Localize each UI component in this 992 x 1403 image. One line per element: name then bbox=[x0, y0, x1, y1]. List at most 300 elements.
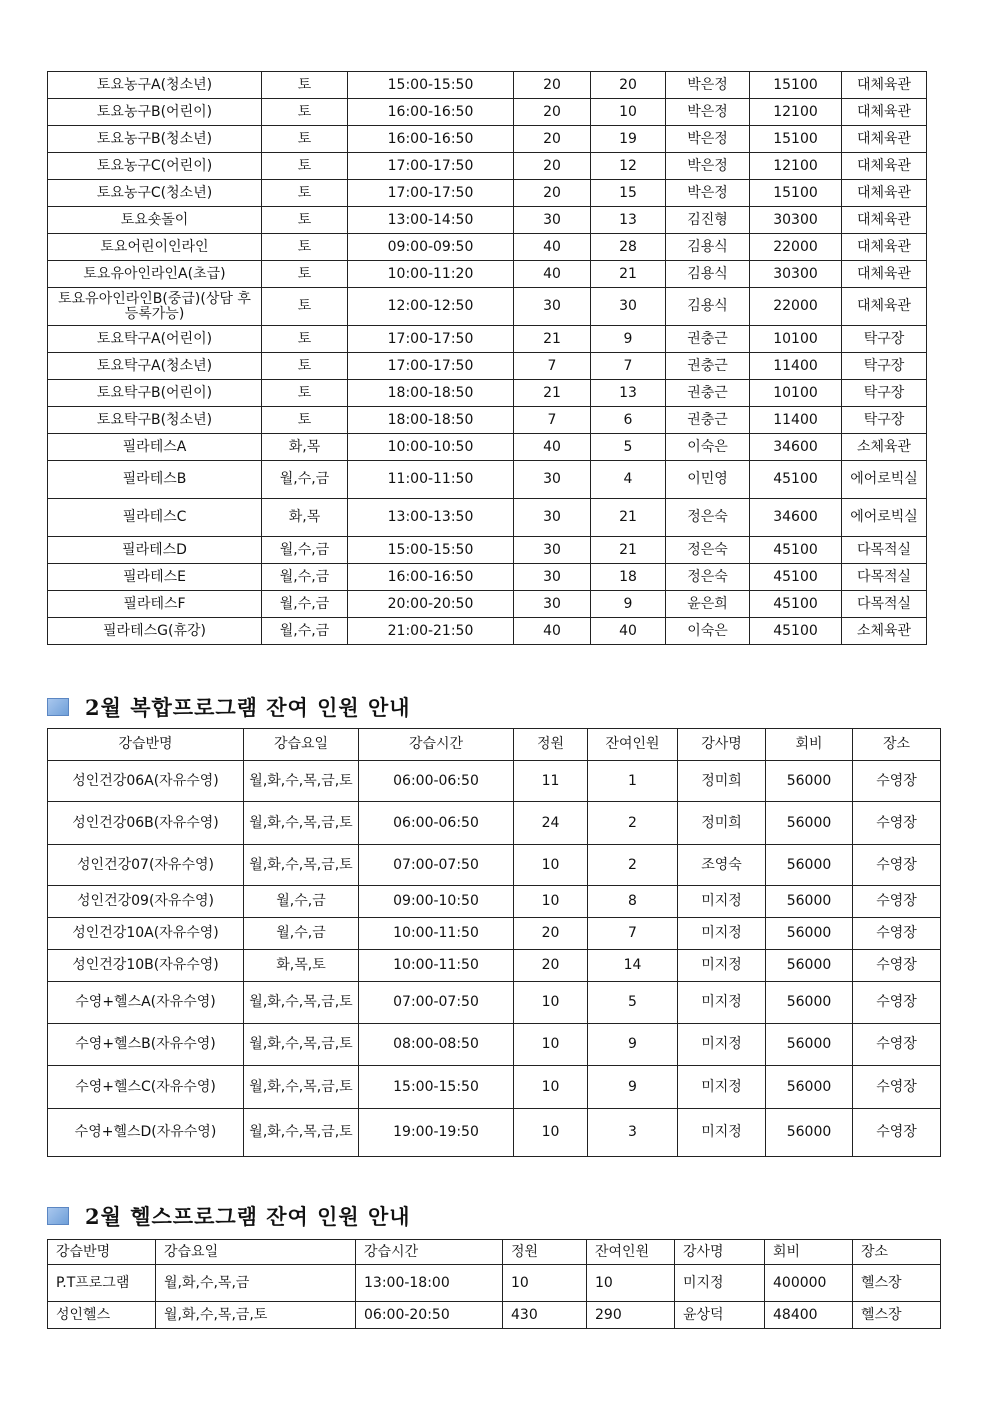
table-cell: 토요농구C(청소년) bbox=[48, 180, 262, 207]
table-cell: 수영장 bbox=[853, 845, 941, 886]
table-cell: 월,수,금 bbox=[244, 886, 359, 918]
table-cell: 토 bbox=[262, 153, 348, 180]
table-row bbox=[48, 618, 927, 645]
table-cell: 14 bbox=[588, 950, 678, 982]
table-row bbox=[48, 126, 927, 153]
table-cell: 18:00-18:50 bbox=[348, 407, 514, 434]
table-row bbox=[48, 918, 941, 950]
table-cell: 4 bbox=[591, 461, 666, 499]
table-cell: 20 bbox=[514, 153, 591, 180]
table-cell: 토요숏돌이 bbox=[48, 207, 262, 234]
table-cell: 19:00-19:50 bbox=[359, 1109, 514, 1157]
table-cell: 권충근 bbox=[666, 326, 750, 353]
table-cell: 에어로빅실 bbox=[842, 461, 927, 499]
table-row bbox=[48, 180, 927, 207]
table-cell: 17:00-17:50 bbox=[348, 353, 514, 380]
table-cell: 3 bbox=[588, 1109, 678, 1157]
table-cell: 정은숙 bbox=[666, 537, 750, 564]
table-cell: 미지정 bbox=[678, 1109, 766, 1157]
table-cell: 17:00-17:50 bbox=[348, 326, 514, 353]
table-cell: 권충근 bbox=[666, 407, 750, 434]
table-cell: 수영장 bbox=[853, 761, 941, 802]
section-title: 2월 복합프로그램 잔여 인원 안내 bbox=[85, 695, 411, 720]
table-cell: 수영장 bbox=[853, 918, 941, 950]
table-cell: 정미희 bbox=[678, 802, 766, 845]
table-cell: 미지정 bbox=[678, 1024, 766, 1066]
table-cell: 6 bbox=[591, 407, 666, 434]
table-cell: 이숙은 bbox=[666, 618, 750, 645]
table-cell: 성인헬스 bbox=[48, 1302, 156, 1329]
table-cell: 필라테스B bbox=[48, 461, 262, 499]
table-cell: 박은정 bbox=[666, 126, 750, 153]
table-cell: 월,수,금 bbox=[262, 537, 348, 564]
table-cell: 16:00-16:50 bbox=[348, 99, 514, 126]
table-cell: 수영장 bbox=[853, 1066, 941, 1109]
table-cell: 대체육관 bbox=[842, 99, 927, 126]
table-cell: 19 bbox=[591, 126, 666, 153]
table-cell: 조영숙 bbox=[678, 845, 766, 886]
table-cell: 토요어린이인라인 bbox=[48, 234, 262, 261]
table-cell: 화,목 bbox=[262, 499, 348, 537]
table-cell: 미지정 bbox=[675, 1265, 765, 1302]
table-cell: 필라테스F bbox=[48, 591, 262, 618]
table-cell: 미지정 bbox=[678, 950, 766, 982]
table-cell: 48400 bbox=[765, 1302, 853, 1329]
table-cell: 18 bbox=[591, 564, 666, 591]
table-cell: 430 bbox=[503, 1302, 587, 1329]
table-cell: 헬스장 bbox=[853, 1265, 941, 1302]
table-cell: 강습반명 bbox=[48, 729, 244, 761]
table-cell: 탁구장 bbox=[842, 380, 927, 407]
table-cell: 40 bbox=[514, 261, 591, 288]
table-cell: 56000 bbox=[766, 950, 853, 982]
table-body bbox=[48, 72, 927, 645]
table-cell: 2 bbox=[588, 802, 678, 845]
table-cell: 56000 bbox=[766, 1109, 853, 1157]
table-cell: 16:00-16:50 bbox=[348, 564, 514, 591]
table-cell: 15 bbox=[591, 180, 666, 207]
table-cell: 권충근 bbox=[666, 353, 750, 380]
table-cell: 11:00-11:50 bbox=[348, 461, 514, 499]
table-row bbox=[48, 982, 941, 1024]
table-cell: 30 bbox=[514, 288, 591, 326]
table-cell: 토 bbox=[262, 207, 348, 234]
table-cell: 06:00-06:50 bbox=[359, 761, 514, 802]
table-cell: 강습반명 bbox=[48, 1240, 156, 1265]
table-cell: 5 bbox=[591, 434, 666, 461]
table-cell: 56000 bbox=[766, 761, 853, 802]
table-row bbox=[48, 950, 941, 982]
table-cell: 박은정 bbox=[666, 72, 750, 99]
table-cell: 토 bbox=[262, 353, 348, 380]
table-cell: 07:00-07:50 bbox=[359, 982, 514, 1024]
table-cell: 김진형 bbox=[666, 207, 750, 234]
table-cell: 김용식 bbox=[666, 288, 750, 326]
table-cell: 탁구장 bbox=[842, 407, 927, 434]
table-cell: 월,화,수,목,금,토 bbox=[244, 845, 359, 886]
table-cell: 9 bbox=[588, 1066, 678, 1109]
table-cell: 권충근 bbox=[666, 380, 750, 407]
table-row bbox=[48, 1066, 941, 1109]
table-cell: 성인건강10B(자유수영) bbox=[48, 950, 244, 982]
table-cell: 강습시간 bbox=[356, 1240, 503, 1265]
table-cell: 45100 bbox=[750, 564, 842, 591]
composite-program-table bbox=[47, 728, 941, 1157]
table-cell: 토 bbox=[262, 234, 348, 261]
table-cell: 박은정 bbox=[666, 153, 750, 180]
table-cell: 12:00-12:50 bbox=[348, 288, 514, 326]
table-cell: 월,수,금 bbox=[244, 918, 359, 950]
table-row bbox=[48, 207, 927, 234]
table-cell: 08:00-08:50 bbox=[359, 1024, 514, 1066]
table-cell: 성인건강06B(자유수영) bbox=[48, 802, 244, 845]
table-cell: 10 bbox=[514, 886, 588, 918]
table-cell: 수영장 bbox=[853, 950, 941, 982]
table-cell: 박은정 bbox=[666, 180, 750, 207]
table-cell: 10:00-11:50 bbox=[359, 950, 514, 982]
table-body bbox=[48, 729, 941, 1157]
table-cell: 400000 bbox=[765, 1265, 853, 1302]
table-cell: 수영+헬스D(자유수영) bbox=[48, 1109, 244, 1157]
table-cell: 45100 bbox=[750, 618, 842, 645]
table-cell: 56000 bbox=[766, 802, 853, 845]
table-row bbox=[48, 234, 927, 261]
table-row bbox=[48, 1109, 941, 1157]
table-cell: 월,화,수,목,금,토 bbox=[244, 1109, 359, 1157]
table-cell: 수영장 bbox=[853, 802, 941, 845]
table-cell: 토 bbox=[262, 126, 348, 153]
table-row bbox=[48, 1024, 941, 1066]
table-cell: 56000 bbox=[766, 886, 853, 918]
section-bullet-icon bbox=[47, 1207, 69, 1225]
table-cell: 40 bbox=[514, 434, 591, 461]
table-cell: 20 bbox=[514, 918, 588, 950]
table-cell: 30 bbox=[514, 499, 591, 537]
table-cell: 회비 bbox=[766, 729, 853, 761]
table-row bbox=[48, 380, 927, 407]
table-cell: 18:00-18:50 bbox=[348, 380, 514, 407]
table-cell: 13 bbox=[591, 207, 666, 234]
table-cell: 토 bbox=[262, 288, 348, 326]
table-cell: 12100 bbox=[750, 153, 842, 180]
table-row bbox=[48, 261, 927, 288]
table-row bbox=[48, 1302, 941, 1329]
table-cell: 토요유아인라인A(초급) bbox=[48, 261, 262, 288]
table-cell: 월,화,수,목,금,토 bbox=[244, 761, 359, 802]
table-cell: 토요유아인라인B(중급)(상담 후 등록가능) bbox=[48, 288, 262, 326]
table-cell: 45100 bbox=[750, 591, 842, 618]
table-cell: 박은정 bbox=[666, 99, 750, 126]
table-cell: 22000 bbox=[750, 288, 842, 326]
table-cell: 헬스장 bbox=[853, 1302, 941, 1329]
table-cell: 토요농구A(청소년) bbox=[48, 72, 262, 99]
table-cell: 대체육관 bbox=[842, 261, 927, 288]
table-row bbox=[48, 407, 927, 434]
table-cell: 30 bbox=[514, 537, 591, 564]
table-cell: 40 bbox=[591, 618, 666, 645]
table-row bbox=[48, 353, 927, 380]
table-cell: 10 bbox=[503, 1265, 587, 1302]
table-cell: 윤상덕 bbox=[675, 1302, 765, 1329]
table-cell: 월,수,금 bbox=[262, 461, 348, 499]
table-cell: 20 bbox=[591, 72, 666, 99]
table-cell: 56000 bbox=[766, 1024, 853, 1066]
table-cell: 필라테스A bbox=[48, 434, 262, 461]
table-cell: 이민영 bbox=[666, 461, 750, 499]
table-cell: 20 bbox=[514, 180, 591, 207]
table-row bbox=[48, 802, 941, 845]
table-cell: 30300 bbox=[750, 207, 842, 234]
table-cell: 윤은희 bbox=[666, 591, 750, 618]
table-cell: 28 bbox=[591, 234, 666, 261]
table-cell: 10 bbox=[514, 982, 588, 1024]
table-cell: 21 bbox=[514, 326, 591, 353]
table-cell: 5 bbox=[588, 982, 678, 1024]
table-cell: 이숙은 bbox=[666, 434, 750, 461]
table-cell: 09:00-09:50 bbox=[348, 234, 514, 261]
table-cell: 20 bbox=[514, 126, 591, 153]
table-cell: 대체육관 bbox=[842, 126, 927, 153]
table-cell: 강습요일 bbox=[244, 729, 359, 761]
table-cell: 탁구장 bbox=[842, 326, 927, 353]
table-cell: 수영+헬스C(자유수영) bbox=[48, 1066, 244, 1109]
table-cell: 56000 bbox=[766, 982, 853, 1024]
table-cell: 강습요일 bbox=[156, 1240, 356, 1265]
table-cell: 10 bbox=[587, 1265, 675, 1302]
table-cell: 월,화,수,목,금,토 bbox=[244, 1024, 359, 1066]
table-row bbox=[48, 845, 941, 886]
table-cell: 성인건강09(자유수영) bbox=[48, 886, 244, 918]
table-cell: 수영장 bbox=[853, 1024, 941, 1066]
table-cell: 강사명 bbox=[678, 729, 766, 761]
table-cell: 10 bbox=[591, 99, 666, 126]
table-cell: 10 bbox=[514, 845, 588, 886]
table-cell: 21 bbox=[591, 537, 666, 564]
table-cell: 21 bbox=[591, 261, 666, 288]
table-cell: 10 bbox=[514, 1066, 588, 1109]
table-cell: 월,화,수,목,금,토 bbox=[244, 982, 359, 1024]
table-row bbox=[48, 886, 941, 918]
table-cell: 20:00-20:50 bbox=[348, 591, 514, 618]
table-cell: 토요농구B(청소년) bbox=[48, 126, 262, 153]
table-row bbox=[48, 326, 927, 353]
table-cell: 45100 bbox=[750, 537, 842, 564]
table-cell: 12100 bbox=[750, 99, 842, 126]
table-cell: 미지정 bbox=[678, 918, 766, 950]
table-cell: 수영+헬스A(자유수영) bbox=[48, 982, 244, 1024]
table-cell: 9 bbox=[588, 1024, 678, 1066]
table-cell: 56000 bbox=[766, 1066, 853, 1109]
table-cell: 토요탁구B(청소년) bbox=[48, 407, 262, 434]
table-cell: 30 bbox=[591, 288, 666, 326]
table-cell: 13:00-13:50 bbox=[348, 499, 514, 537]
table-cell: 토 bbox=[262, 72, 348, 99]
table-cell: 7 bbox=[588, 918, 678, 950]
table-cell: 정미희 bbox=[678, 761, 766, 802]
table-cell: 월,수,금 bbox=[262, 591, 348, 618]
table-row bbox=[48, 288, 927, 326]
table-cell: 필라테스C bbox=[48, 499, 262, 537]
table-cell: 대체육관 bbox=[842, 234, 927, 261]
table-cell: 강사명 bbox=[675, 1240, 765, 1265]
table-cell: 토요탁구A(어린이) bbox=[48, 326, 262, 353]
table-row bbox=[48, 153, 927, 180]
table-cell: 45100 bbox=[750, 461, 842, 499]
table-cell: 소체육관 bbox=[842, 618, 927, 645]
table-cell: 토요농구C(어린이) bbox=[48, 153, 262, 180]
table-cell: 대체육관 bbox=[842, 72, 927, 99]
table-row bbox=[48, 499, 927, 537]
table-cell: 10:00-11:50 bbox=[359, 918, 514, 950]
table-cell: 12 bbox=[591, 153, 666, 180]
table-cell: 30300 bbox=[750, 261, 842, 288]
table-cell: 강습시간 bbox=[359, 729, 514, 761]
table-cell: 24 bbox=[514, 802, 588, 845]
table-cell: 성인건강07(자유수영) bbox=[48, 845, 244, 886]
table-cell: 다목적실 bbox=[842, 591, 927, 618]
table-cell: 17:00-17:50 bbox=[348, 153, 514, 180]
table-cell: 성인건강10A(자유수영) bbox=[48, 918, 244, 950]
table-cell: 토요농구B(어린이) bbox=[48, 99, 262, 126]
table-cell: 수영장 bbox=[853, 982, 941, 1024]
table-cell: 회비 bbox=[765, 1240, 853, 1265]
table-row bbox=[48, 761, 941, 802]
table-row bbox=[48, 537, 927, 564]
table-cell: 수영장 bbox=[853, 1109, 941, 1157]
table-cell: 김용식 bbox=[666, 261, 750, 288]
header-row bbox=[48, 729, 941, 761]
section-heading-composite bbox=[47, 692, 411, 722]
table-cell: 34600 bbox=[750, 434, 842, 461]
table-cell: 2 bbox=[588, 845, 678, 886]
table-cell: 잔여인원 bbox=[587, 1240, 675, 1265]
table-cell: 장소 bbox=[853, 1240, 941, 1265]
table-cell: 토요탁구B(어린이) bbox=[48, 380, 262, 407]
table-cell: 정은숙 bbox=[666, 564, 750, 591]
table-cell: 월,화,수,목,금,토 bbox=[156, 1302, 356, 1329]
health-program-table bbox=[47, 1239, 941, 1329]
table-cell: 40 bbox=[514, 618, 591, 645]
table-cell: 10 bbox=[514, 1109, 588, 1157]
table-cell: 성인건강06A(자유수영) bbox=[48, 761, 244, 802]
table-cell: 미지정 bbox=[678, 886, 766, 918]
table-cell: 월,화,수,목,금,토 bbox=[244, 802, 359, 845]
table-cell: 16:00-16:50 bbox=[348, 126, 514, 153]
table-cell: 15:00-15:50 bbox=[348, 72, 514, 99]
table-cell: 30 bbox=[514, 591, 591, 618]
saturday-program-table bbox=[47, 71, 927, 645]
table-cell: 15:00-15:50 bbox=[348, 537, 514, 564]
table-row bbox=[48, 72, 927, 99]
table-cell: 07:00-07:50 bbox=[359, 845, 514, 886]
table-cell: 20 bbox=[514, 72, 591, 99]
table-cell: 9 bbox=[591, 326, 666, 353]
table-cell: 토 bbox=[262, 261, 348, 288]
table-cell: 다목적실 bbox=[842, 537, 927, 564]
table-cell: 22000 bbox=[750, 234, 842, 261]
table-cell: 13 bbox=[591, 380, 666, 407]
table-cell: 수영+헬스B(자유수영) bbox=[48, 1024, 244, 1066]
table-cell: 미지정 bbox=[678, 982, 766, 1024]
table-body bbox=[48, 1240, 941, 1329]
table-row bbox=[48, 1265, 941, 1302]
table-cell: 56000 bbox=[766, 918, 853, 950]
table-cell: 20 bbox=[514, 950, 588, 982]
table-cell: 화,목,토 bbox=[244, 950, 359, 982]
table-cell: 다목적실 bbox=[842, 564, 927, 591]
table-cell: P.T프로그램 bbox=[48, 1265, 156, 1302]
table-row bbox=[48, 461, 927, 499]
table-cell: 7 bbox=[514, 353, 591, 380]
table-cell: 1 bbox=[588, 761, 678, 802]
table-cell: 10:00-11:20 bbox=[348, 261, 514, 288]
table-cell: 15100 bbox=[750, 72, 842, 99]
table-cell: 13:00-14:50 bbox=[348, 207, 514, 234]
table-cell: 21 bbox=[591, 499, 666, 537]
table-cell: 토 bbox=[262, 180, 348, 207]
table-cell: 토 bbox=[262, 99, 348, 126]
table-row bbox=[48, 564, 927, 591]
table-cell: 30 bbox=[514, 461, 591, 499]
section-title: 2월 헬스프로그램 잔여 인원 안내 bbox=[85, 1204, 411, 1229]
table-row bbox=[48, 434, 927, 461]
table-cell: 10100 bbox=[750, 380, 842, 407]
table-cell: 15:00-15:50 bbox=[359, 1066, 514, 1109]
table-cell: 09:00-10:50 bbox=[359, 886, 514, 918]
table-cell: 290 bbox=[587, 1302, 675, 1329]
table-cell: 11400 bbox=[750, 353, 842, 380]
table-cell: 김용식 bbox=[666, 234, 750, 261]
table-cell: 06:00-20:50 bbox=[356, 1302, 503, 1329]
table-cell: 토 bbox=[262, 407, 348, 434]
table-cell: 9 bbox=[591, 591, 666, 618]
table-cell: 월,화,수,목,금 bbox=[156, 1265, 356, 1302]
table-cell: 13:00-18:00 bbox=[356, 1265, 503, 1302]
table-cell: 30 bbox=[514, 207, 591, 234]
section-heading-health bbox=[47, 1201, 411, 1231]
table-cell: 20 bbox=[514, 99, 591, 126]
table-cell: 56000 bbox=[766, 845, 853, 886]
table-cell: 15100 bbox=[750, 126, 842, 153]
table-cell: 장소 bbox=[853, 729, 941, 761]
table-cell: 필라테스D bbox=[48, 537, 262, 564]
table-cell: 필라테스G(휴강) bbox=[48, 618, 262, 645]
table-cell: 21 bbox=[514, 380, 591, 407]
table-cell: 대체육관 bbox=[842, 180, 927, 207]
table-cell: 탁구장 bbox=[842, 353, 927, 380]
table-cell: 토 bbox=[262, 380, 348, 407]
table-cell: 15100 bbox=[750, 180, 842, 207]
table-cell: 필라테스E bbox=[48, 564, 262, 591]
table-cell: 10 bbox=[514, 1024, 588, 1066]
table-cell: 대체육관 bbox=[842, 288, 927, 326]
table-cell: 소체육관 bbox=[842, 434, 927, 461]
table-cell: 잔여인원 bbox=[588, 729, 678, 761]
table-cell: 정원 bbox=[503, 1240, 587, 1265]
table-cell: 40 bbox=[514, 234, 591, 261]
table-cell: 대체육관 bbox=[842, 207, 927, 234]
table-cell: 34600 bbox=[750, 499, 842, 537]
table-cell: 수영장 bbox=[853, 886, 941, 918]
table-cell: 미지정 bbox=[678, 1066, 766, 1109]
table-cell: 토 bbox=[262, 326, 348, 353]
header-row bbox=[48, 1240, 941, 1265]
table-cell: 토요탁구A(청소년) bbox=[48, 353, 262, 380]
table-cell: 10:00-10:50 bbox=[348, 434, 514, 461]
table-cell: 7 bbox=[514, 407, 591, 434]
table-row bbox=[48, 591, 927, 618]
table-cell: 30 bbox=[514, 564, 591, 591]
